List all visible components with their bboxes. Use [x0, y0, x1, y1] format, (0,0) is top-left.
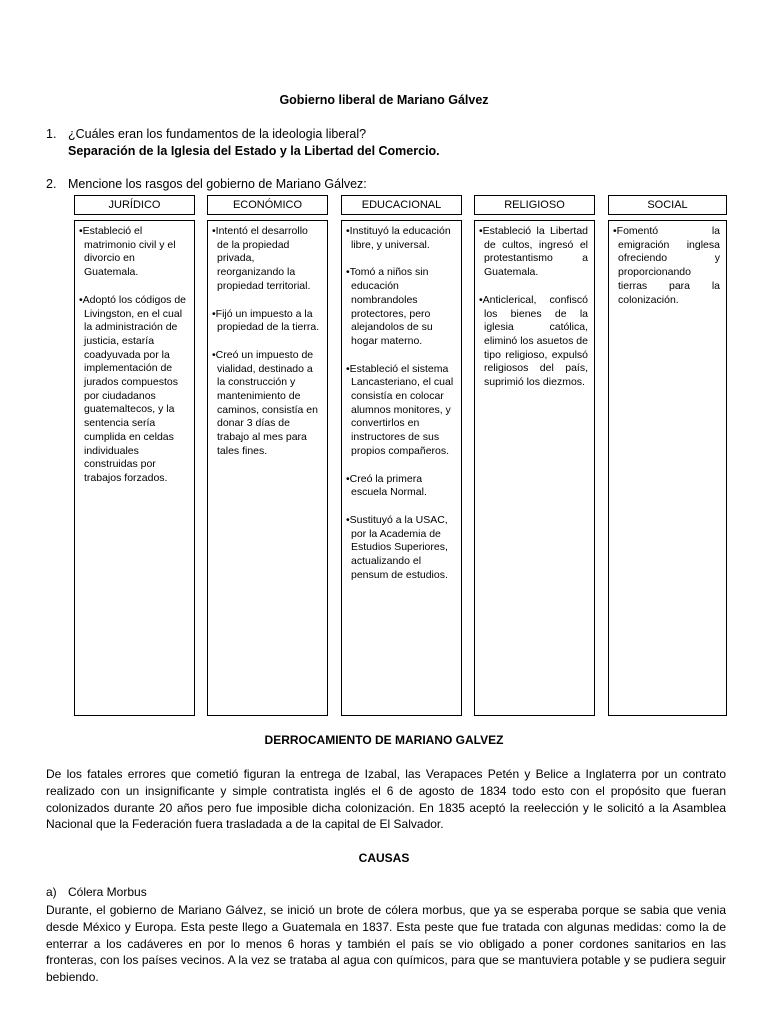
header-juridico: JURÍDICO: [74, 195, 195, 215]
juridico-item: •Estableció el matrimonio civil y el divorcio en Guatemala.: [79, 225, 176, 279]
causas-title: CAUSAS: [358, 851, 410, 865]
question-2-number: 2.: [46, 177, 57, 191]
causa-heading: [46, 884, 726, 900]
economico-item: •Creó un impuesto de vialidad, destinado a la construcción y mantenimiento de caminos, consistía en donar 3 días de trabajo al mes para tales fines.: [212, 348, 318, 457]
header-religioso: RELIGIOSO: [474, 195, 595, 215]
column-educacional: [341, 220, 462, 716]
header-economico: ECONÓMICO: [207, 195, 328, 215]
economico-item: •Intentó el desarrollo de la propiedad privada, reorganizando la propiedad territorial.: [212, 225, 311, 292]
causa-paragraph: Durante, el gobierno de Mariano Gálvez, se inició un brote de cólera morbus, que ya se esperaba porque se sabia que venia desde México y Europa. Esta peste llego a Guatemala en 1837. Esta peste que fue tratada con algunas medidas: como la de enterrar a los cadáveres en por lo menos 6 horas y también el país se vio obligado a poner cordones sanitarios en las fronteras, con los países vecinos. A la vez se trataba al agua con químicos, para que se mantuviera potable y se pudiera seguir bebiendo.: [46, 903, 726, 985]
document-title: Gobierno liberal de Mariano Gálvez: [279, 93, 489, 107]
educacional-item: •Sustituyó a la USAC, por la Academia de Estudios Superiores, actualizando el pensum de estudios.: [346, 513, 448, 581]
educacional-item: •Instituyó la educación libre, y universal.: [346, 225, 451, 251]
social-item: •Fomentó la emigración inglesa ofreciendo y proporcionando tierras para la colonización.: [613, 225, 720, 306]
economico-item: •Fijó un impuesto a la propiedad de la tierra.: [212, 307, 320, 334]
column-economico: [207, 220, 328, 716]
column-juridico: [74, 220, 195, 716]
derrocamiento-title: DERROCAMIENTO DE MARIANO GALVEZ: [264, 733, 504, 747]
question-1: [46, 126, 726, 160]
derrocamiento-paragraph: De los fatales errores que cometió figuran la entrega de Izabal, las Verapaces Petén y Belice a Inglaterra por un contrato realizado con un insignificante y simple contratista inglés el 6 de agosto de 1834 todo esto con el propósito que fueran colonizados durante 20 años pero fue imposible dicha colonización. En 1835 aceptó la reelección y le solicitó a la Asamblea Nacional que la Federación fuera trasladada a de la capital de El Salvador.: [46, 767, 726, 832]
religioso-item: •Estableció la Libertad de cultos, ingresó el protestantismo a Guatemala.: [479, 225, 588, 279]
causa-label: a): [46, 885, 57, 899]
column-religioso: [474, 220, 595, 716]
question-2: [46, 176, 726, 192]
religioso-item: •Anticlerical, confiscó los bienes de la iglesia católica, eliminó los asuetos de tipo religioso, expulsó religiosos del país, suprimió los diezmos.: [479, 293, 588, 389]
question-1-answer: Separación de la Iglesia del Estado y la Libertad del Comercio.: [68, 144, 440, 158]
educacional-item: •Tomó a niños sin educación nombrandoles protectores, pero alejandolos de su hogar materno.: [346, 266, 433, 347]
question-1-text: ¿Cuáles eran los fundamentos de la ideologia liberal?: [68, 127, 367, 141]
educacional-item: •Estableció el sistema Lancasteriano, el cual consistía en colocar alumnos monitores, y convertirlos en instructores de sus propios compañeros.: [346, 362, 454, 457]
juridico-item: •Adoptó los códigos de Livingston, en el cual la administración de justicia, estaría coadyuvada por la implementación de jurados compuestos por ciudadanos guatemaltecos, y la sentencia sería cumplida en celdas individuales construidas por trabajos forzados.: [79, 293, 186, 484]
header-social: SOCIAL: [608, 195, 727, 215]
column-social: [608, 220, 727, 716]
question-1-number: 1.: [46, 127, 57, 141]
causa-heading-text: Cólera Morbus: [68, 885, 147, 899]
question-2-text: Mencione los rasgos del gobierno de Mariano Gálvez:: [68, 177, 367, 191]
educacional-item: •Creó la primera escuela Normal.: [346, 472, 427, 499]
header-educacional: EDUCACIONAL: [341, 195, 462, 215]
